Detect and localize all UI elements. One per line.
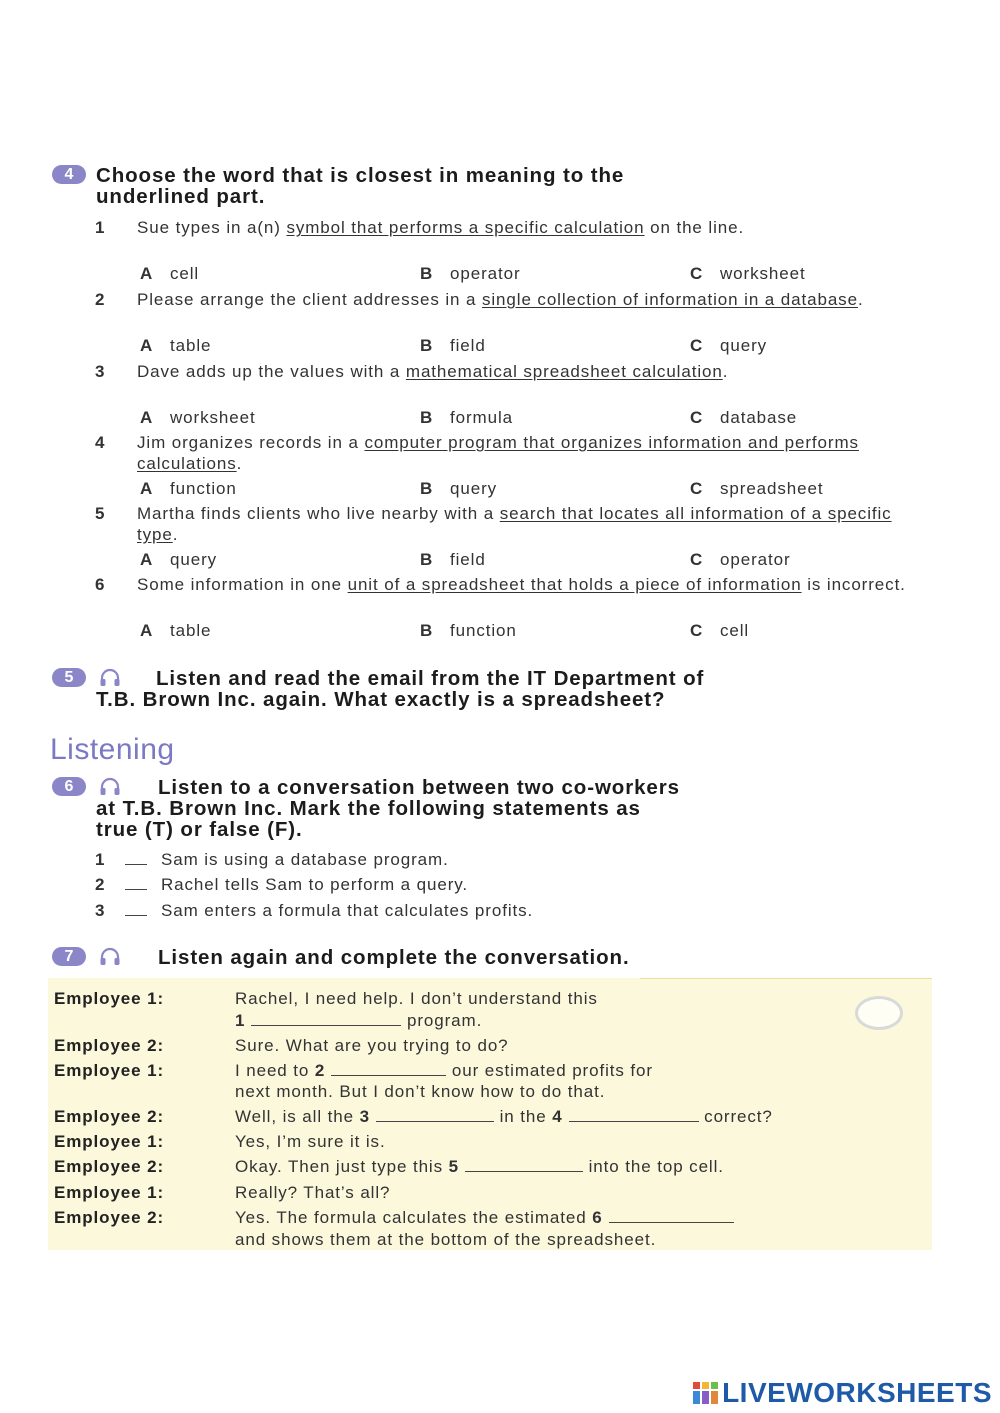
answer-option-c[interactable]	[690, 550, 791, 570]
dialog-fragment: and shows them at the bottom of the spreadsheet.	[235, 1230, 657, 1249]
dialog-fragment: Yes, I’m sure it is.	[235, 1132, 386, 1151]
question-number: 2	[95, 290, 106, 309]
exercise-7-title: Listen again and complete the conversation.	[158, 946, 630, 969]
question-text	[137, 289, 927, 310]
question-text-pre: Sue types in a(n)	[137, 218, 287, 237]
liveworksheets-logo	[693, 1377, 992, 1409]
dialog-line	[54, 1082, 924, 1104]
option-text: formula	[450, 408, 513, 427]
option-letter: A	[140, 550, 154, 569]
question-text-pre: Dave adds up the values with a	[137, 362, 406, 381]
question-number: 1	[95, 218, 106, 237]
option-text: worksheet	[720, 264, 806, 283]
option-text: table	[170, 336, 212, 355]
blank-number: 6	[592, 1208, 603, 1227]
exercise-4-title-line2: underlined part.	[96, 185, 266, 208]
answer-option-a[interactable]	[140, 550, 217, 570]
question-text-pre: Martha finds clients who live nearby with a	[137, 504, 500, 523]
dialog-fragment: in the	[493, 1107, 553, 1126]
speaker-label: Employee 1:	[54, 1061, 165, 1080]
question-number: 5	[95, 504, 106, 523]
headphones-icon	[99, 777, 121, 797]
answer-option-b[interactable]	[420, 408, 513, 428]
dialog-fragment: correct?	[698, 1107, 773, 1126]
speaker-label: Employee 2:	[54, 1107, 165, 1126]
option-text: field	[450, 336, 486, 355]
dialog-fragment: Yes. The formula calculates the estimated	[235, 1208, 593, 1227]
question-text	[137, 432, 927, 474]
option-letter: B	[420, 264, 434, 283]
dialog-line	[54, 1132, 924, 1154]
answer-option-c[interactable]	[690, 479, 823, 499]
dialog-text	[235, 1036, 509, 1056]
answer-option-b[interactable]	[420, 550, 486, 570]
question	[95, 503, 925, 545]
liveworksheets-icon	[693, 1382, 719, 1404]
exercise-4-title-line1: Choose the word that is closest in meaning to the	[96, 164, 625, 187]
answer-options	[140, 408, 940, 430]
statement-text: Sam enters a formula that calculates profits.	[161, 901, 534, 920]
dialog-text	[235, 1183, 390, 1203]
dialog-text	[235, 1208, 734, 1228]
dialog-text	[235, 1230, 656, 1250]
answer-options	[140, 264, 940, 286]
option-text: query	[720, 336, 768, 355]
exercise-4-heading	[52, 165, 932, 209]
dialog-line	[54, 1208, 924, 1230]
true-false-statement	[95, 901, 533, 921]
dialog-text	[235, 1082, 605, 1102]
answer-option-a[interactable]	[140, 264, 199, 284]
speaker-label: Employee 1:	[54, 1183, 165, 1202]
option-letter: A	[140, 479, 154, 498]
fill-in-blank[interactable]	[251, 1011, 401, 1026]
dialog-text	[235, 989, 598, 1009]
question-number: 6	[95, 575, 106, 594]
statement-text: Sam is using a database program.	[161, 850, 449, 869]
option-letter: C	[690, 621, 704, 640]
option-text: cell	[720, 621, 750, 640]
exercise-6-title-line2: at T.B. Brown Inc. Mark the following statements as	[96, 797, 641, 820]
option-letter: A	[140, 408, 154, 427]
option-letter: A	[140, 336, 154, 355]
question-text-pre: Please arrange the client addresses in a	[137, 290, 482, 309]
option-text: table	[170, 621, 212, 640]
answer-option-c[interactable]	[690, 621, 749, 641]
underlined-part: symbol that performs a specific calculation	[286, 218, 645, 237]
dialog-fragment: I need to	[235, 1061, 315, 1080]
option-letter: C	[690, 336, 704, 355]
option-letter: B	[420, 336, 434, 355]
statement-number: 1	[95, 850, 106, 869]
option-text: function	[450, 621, 517, 640]
dialog-text	[235, 1157, 724, 1177]
exercise-5-title-line1: Listen and read the email from the IT Department of	[156, 667, 705, 690]
underlined-part: mathematical spreadsheet calculation	[405, 362, 723, 381]
answer-option-b[interactable]	[420, 264, 521, 284]
exercise-6-title-line1: Listen to a conversation between two co-workers	[158, 776, 680, 799]
dialog-fragment: Well, is all the	[235, 1107, 360, 1126]
dialog-fragment: our estimated profits for	[446, 1061, 653, 1080]
underlined-part: computer program that organizes information and performs calculations	[137, 433, 859, 473]
fill-in-blank[interactable]	[376, 1107, 494, 1122]
option-text: cell	[170, 264, 200, 283]
answer-options	[140, 550, 940, 572]
dialog-line	[54, 1061, 924, 1083]
statement-text: Rachel tells Sam to perform a query.	[161, 875, 469, 894]
answer-blank[interactable]	[125, 889, 147, 890]
dialog-text	[235, 1107, 773, 1127]
headphones-icon	[99, 668, 121, 688]
liveworksheets-text: LIVEWORKSHEETS	[722, 1377, 992, 1408]
answer-option-c[interactable]	[690, 336, 767, 356]
dialog-line	[54, 1230, 924, 1252]
option-letter: C	[690, 550, 704, 569]
question-number: 4	[95, 433, 106, 452]
option-letter: B	[420, 550, 434, 569]
question-text-post: on the line.	[644, 218, 745, 237]
question	[95, 361, 925, 403]
option-letter: C	[690, 408, 704, 427]
blank-number: 3	[359, 1107, 370, 1126]
option-letter: A	[140, 264, 154, 283]
speaker-label: Employee 1:	[54, 989, 165, 1008]
dialog-text	[235, 1011, 482, 1031]
question-text-post: .	[236, 454, 243, 473]
question-number: 3	[95, 362, 106, 381]
option-letter: C	[690, 479, 704, 498]
fill-in-blank[interactable]	[331, 1061, 446, 1076]
fill-in-blank[interactable]	[609, 1208, 734, 1223]
headphones-icon	[99, 947, 121, 967]
question-text	[137, 217, 927, 238]
answer-option-a[interactable]	[140, 336, 211, 356]
blank-number: 1	[235, 1011, 246, 1030]
speaker-label: Employee 2:	[54, 1036, 165, 1055]
question-text	[137, 574, 927, 595]
dialog-line	[54, 1183, 924, 1205]
answer-blank[interactable]	[125, 915, 147, 916]
dialog-text	[235, 1132, 386, 1152]
exercise-7-number: 7	[52, 947, 86, 966]
answer-option-b[interactable]	[420, 621, 517, 641]
underlined-part: search that locates all information of a specific type	[137, 504, 892, 544]
true-false-statement	[95, 850, 449, 870]
answer-option-b[interactable]	[420, 479, 497, 499]
answer-options	[140, 479, 940, 501]
option-letter: B	[420, 408, 434, 427]
option-text: function	[170, 479, 237, 498]
blank-number: 4	[552, 1107, 563, 1126]
exercise-6-heading	[52, 777, 932, 841]
question	[95, 574, 925, 616]
answer-blank[interactable]	[125, 864, 147, 865]
option-text: field	[450, 550, 486, 569]
underlined-part: single collection of information in a database	[481, 290, 858, 309]
question-text	[137, 361, 927, 382]
question-text-post: .	[172, 525, 179, 544]
speaker-label: Employee 1:	[54, 1132, 165, 1151]
answer-option-c[interactable]	[690, 408, 797, 428]
answer-option-c[interactable]	[690, 264, 806, 284]
option-letter: C	[690, 264, 704, 283]
question-text-post: .	[857, 290, 864, 309]
exercise-5-title-line2: T.B. Brown Inc. again. What exactly is a spreadsheet?	[96, 688, 666, 711]
question-text-pre: Some information in one	[137, 575, 348, 594]
dialog-line	[54, 1157, 924, 1179]
option-text: worksheet	[170, 408, 256, 427]
dialog-fragment: Rachel, I need help. I don’t understand this	[235, 989, 598, 1008]
question-text-pre: Jim organizes records in a	[137, 433, 365, 452]
dialog-line	[54, 1107, 924, 1129]
dialog-fragment: Okay. Then just type this	[235, 1157, 449, 1176]
option-letter: A	[140, 621, 154, 640]
answer-option-a[interactable]	[140, 621, 211, 641]
exercise-5-heading	[52, 668, 942, 712]
option-text: database	[720, 408, 798, 427]
question-text-post: .	[722, 362, 729, 381]
option-text: operator	[720, 550, 791, 569]
dialog-fragment: Sure. What are you trying to do?	[235, 1036, 509, 1055]
statement-number: 3	[95, 901, 106, 920]
dialog-line	[54, 1011, 924, 1033]
listening-section-title: Listening	[50, 733, 175, 766]
statement-number: 2	[95, 875, 106, 894]
option-text: operator	[450, 264, 521, 283]
underlined-part: unit of a spreadsheet that holds a piece of information	[347, 575, 802, 594]
dialog-fragment: into the top cell.	[583, 1157, 724, 1176]
dialog-text	[235, 1061, 653, 1081]
fill-in-blank[interactable]	[569, 1107, 699, 1122]
answer-options	[140, 336, 940, 358]
option-text: spreadsheet	[720, 479, 824, 498]
dialog-fragment: program.	[401, 1011, 483, 1030]
speaker-label: Employee 2:	[54, 1208, 165, 1227]
question	[95, 432, 925, 474]
dialog-line	[54, 1036, 924, 1058]
speaker-label: Employee 2:	[54, 1157, 165, 1176]
dialog-fragment: Really? That’s all?	[235, 1183, 391, 1202]
answer-option-a[interactable]	[140, 408, 256, 428]
dialog-line	[54, 989, 924, 1011]
blank-number: 5	[448, 1157, 459, 1176]
question	[95, 289, 925, 331]
question	[95, 217, 925, 259]
question-text-post: is incorrect.	[801, 575, 906, 594]
question-text	[137, 503, 927, 545]
option-text: query	[450, 479, 498, 498]
exercise-5-number: 5	[52, 668, 86, 687]
exercise-7-heading	[52, 947, 932, 969]
answer-option-a[interactable]	[140, 479, 237, 499]
true-false-statement	[95, 875, 468, 895]
option-text: query	[170, 550, 218, 569]
answer-options	[140, 621, 940, 643]
answer-option-b[interactable]	[420, 336, 486, 356]
exercise-6-title-line3: true (T) or false (F).	[96, 818, 303, 841]
blank-number: 2	[314, 1061, 326, 1080]
fill-in-blank[interactable]	[465, 1157, 583, 1172]
tag-divider	[640, 978, 932, 979]
option-letter: B	[420, 479, 434, 498]
option-letter: B	[420, 621, 434, 640]
exercise-6-number: 6	[52, 777, 86, 796]
dialog-fragment: next month. But I don’t know how to do that.	[235, 1082, 606, 1101]
exercise-4-number: 4	[52, 165, 86, 184]
